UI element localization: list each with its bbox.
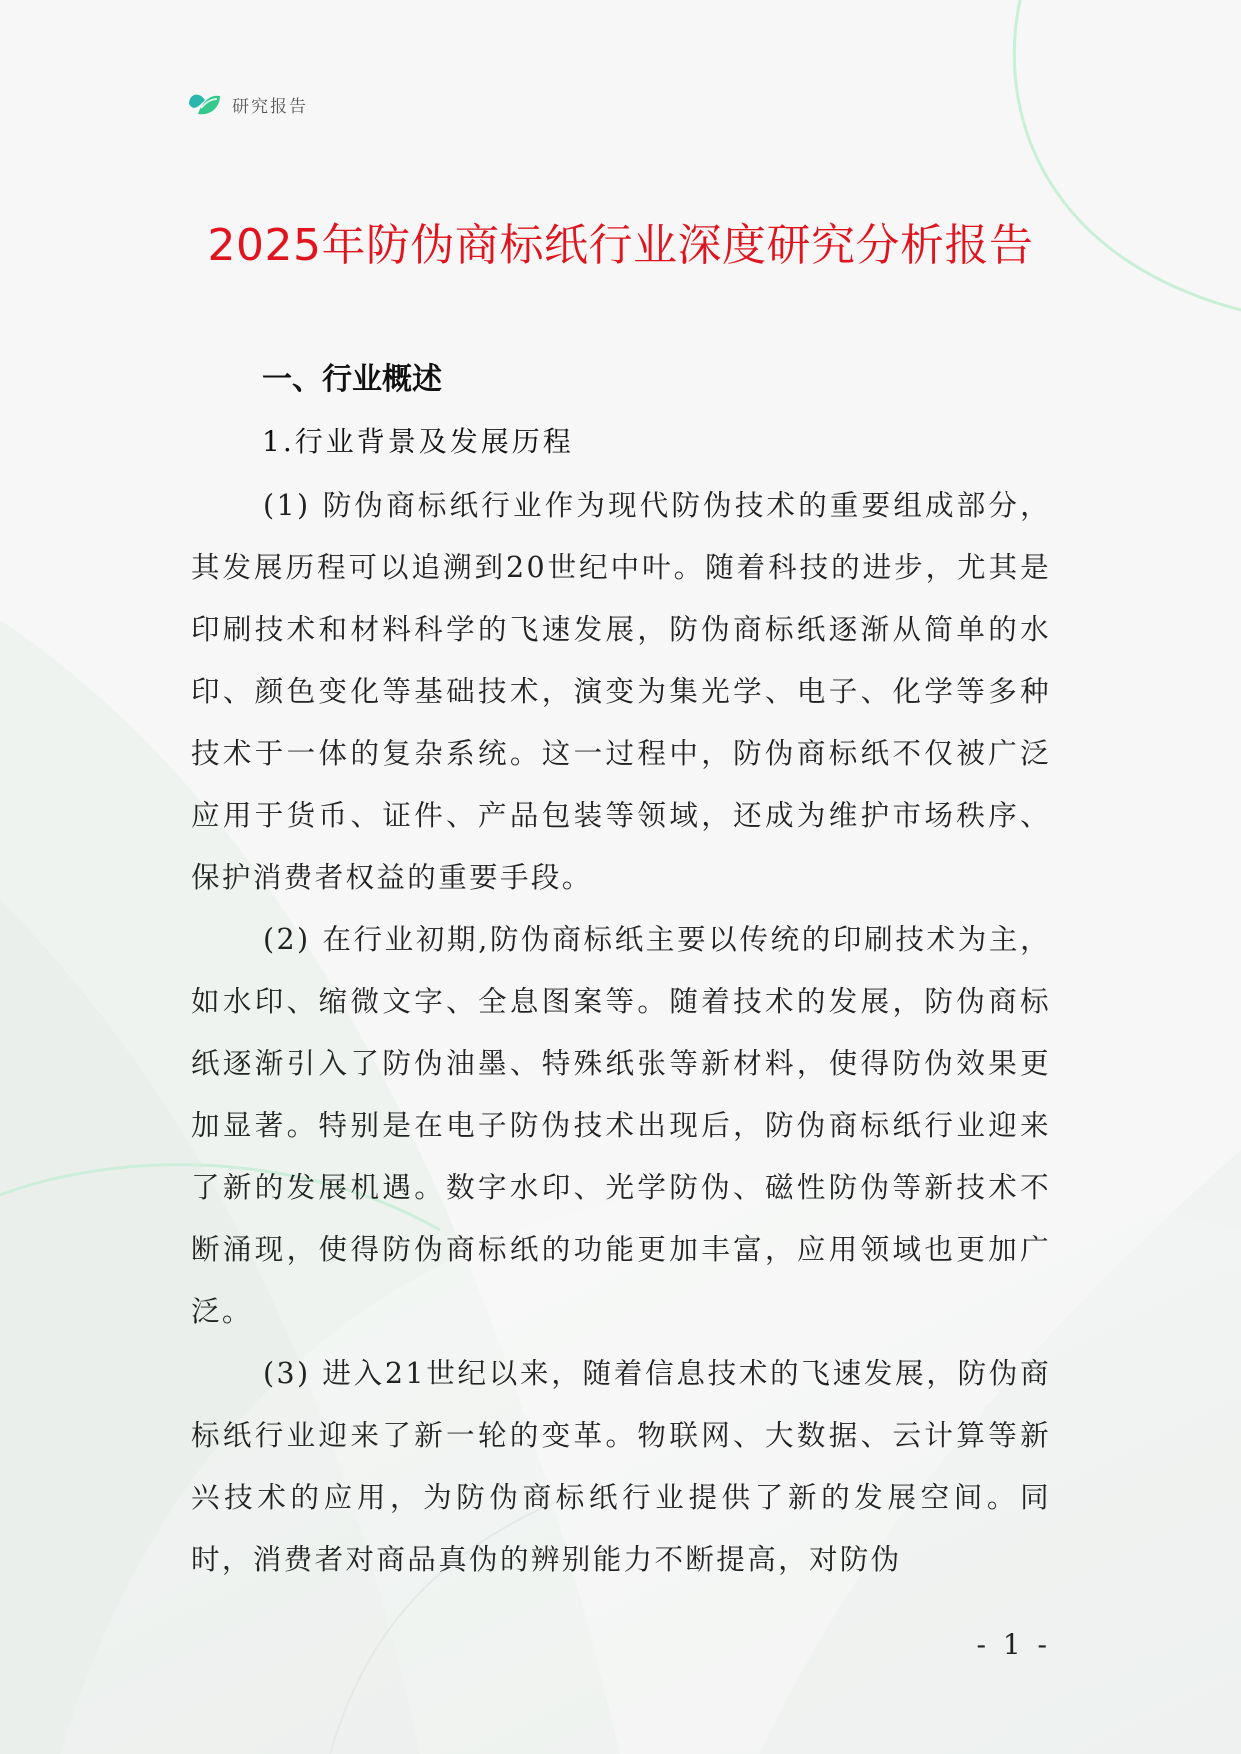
body-text: [191, 475, 1051, 1591]
section-heading: 一、行业概述: [262, 362, 442, 397]
paragraph-3: (3) 进入21世纪以来，随着信息技术的飞速发展，防伪商标纸行业迎来了新一轮的变革。物联网、大数据、云计算等新兴技术的应用，为防伪商标纸行业提供了新的发展空间。同时，消费者对商品真伪的辨别能力不断提高，对防伪: [191, 1357, 1051, 1576]
paragraph-1: (1) 防伪商标纸行业作为现代防伪技术的重要组成部分，其发展历程可以追溯到20世纪中叶。随着科技的进步，尤其是印刷技术和材料科学的飞速发展，防伪商标纸逐渐从简单的水印、颜色变化等基础技术，演变为集光学、电子、化学等多种技术于一体的复杂系统。这一过程中，防伪商标纸不仅被广泛应用于货币、证件、产品包装等领域，还成为维护市场秩序、保护消费者权益的重要手段。: [191, 489, 1051, 894]
document-title: 2025年防伪商标纸行业深度研究分析报告: [207, 220, 1034, 271]
leaf-logo-icon: [186, 88, 224, 120]
page-number: - 1 -: [976, 1628, 1051, 1661]
paragraph-2: (2) 在行业初期,防伪商标纸主要以传统的印刷技术为主，如水印、缩微文字、全息图案等。随着技术的发展，防伪商标纸逐渐引入了防伪油墨、特殊纸张等新材料，使得防伪效果更加显著。特别是在电子防伪技术出现后，防伪商标纸行业迎来了新的发展机遇。数字水印、光学防伪、磁性防伪等新技术不断涌现，使得防伪商标纸的功能更加丰富，应用领域也更加广泛。: [191, 923, 1051, 1328]
header-label: 研究报告: [232, 96, 308, 117]
sub-heading: 1.行业背景及发展历程: [262, 425, 574, 458]
report-header: [186, 88, 308, 120]
